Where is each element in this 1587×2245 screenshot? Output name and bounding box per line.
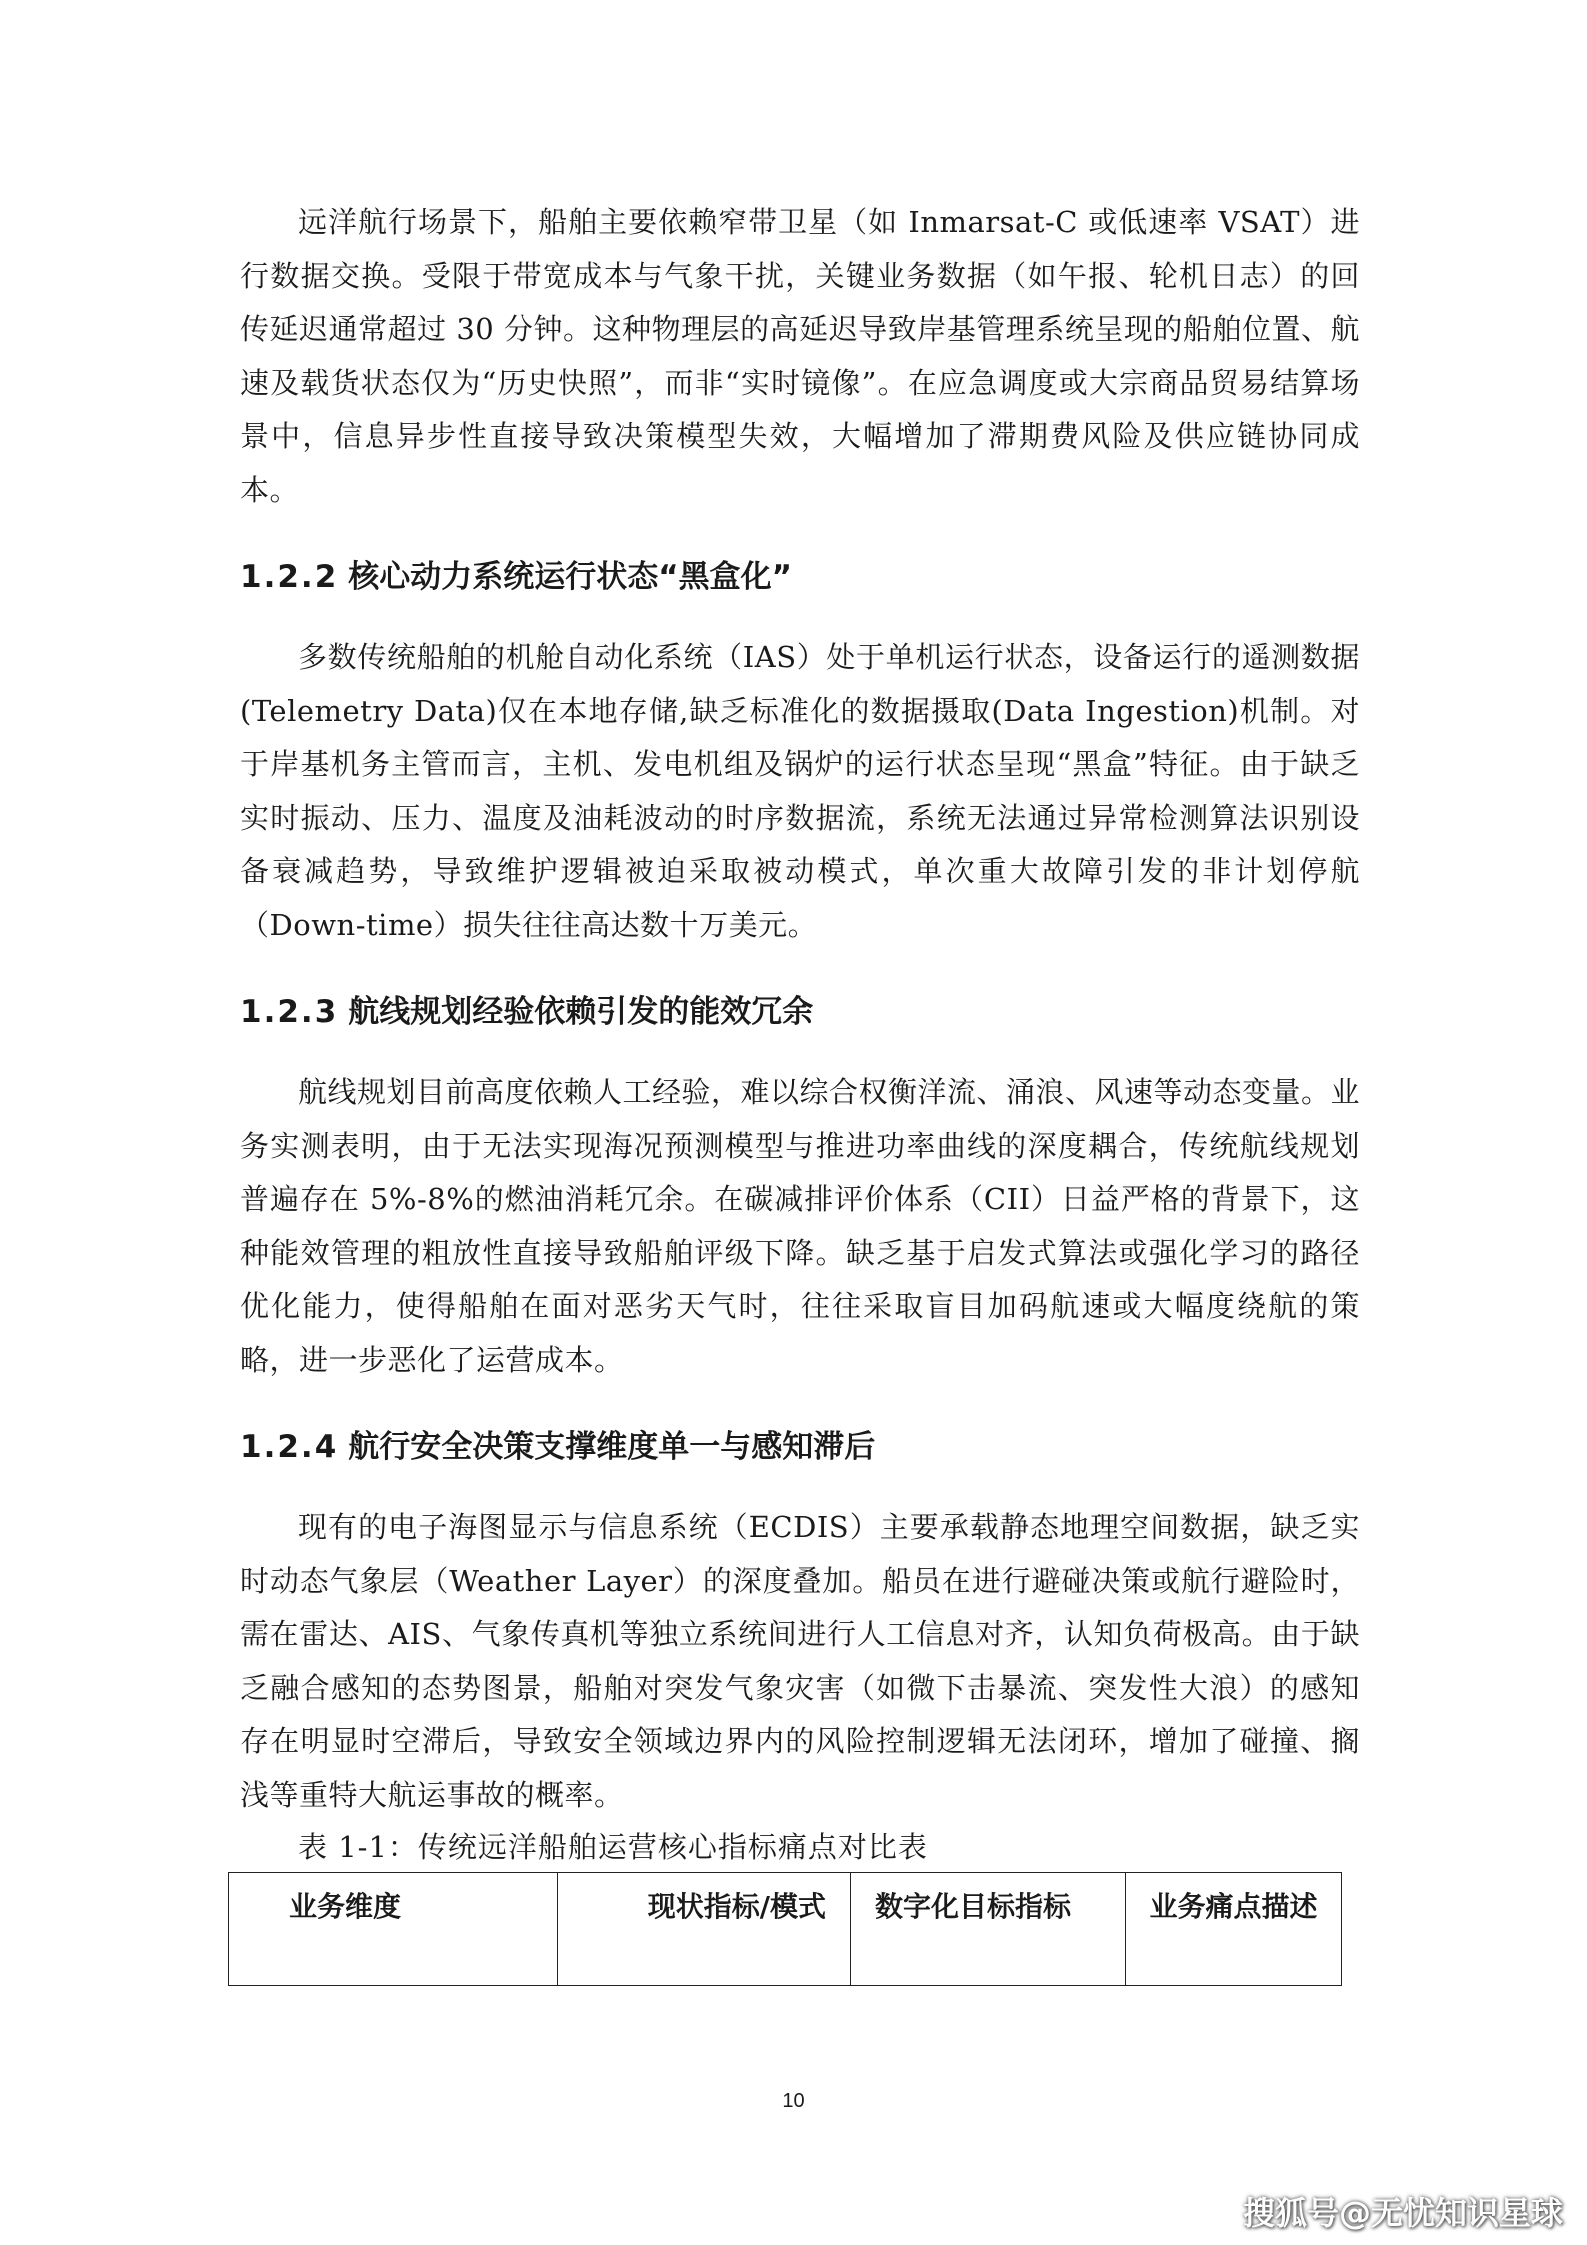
section-number: 1.2.3 <box>240 994 339 1030</box>
watermark: 搜狐号@无忧知识星球 <box>1242 2194 1563 2232</box>
section-title: 航行安全决策支撑维度单一与感知滞后 <box>348 1429 876 1465</box>
table-header-cell: 业务痛点描述 <box>1126 1873 1342 1986</box>
section-heading-1-2-2 <box>240 557 1360 597</box>
table-header-row <box>229 1873 1342 1986</box>
section-title: 航线规划经验依赖引发的能效冗余 <box>348 994 814 1030</box>
table-header-cell: 数字化目标指标 <box>851 1873 1126 1986</box>
page-content <box>240 196 1360 1986</box>
table-header-cell: 业务维度 <box>229 1873 558 1986</box>
section-number: 1.2.4 <box>240 1429 339 1465</box>
paragraph-navigation-safety: 现有的电子海图显示与信息系统（ECDIS）主要承载静态地理空间数据，缺乏实时动态气象层（Weather Layer）的深度叠加。船员在进行避碰决策或航行避险时，需在雷达、AIS、气象传真机等独立系统间进行人工信息对齐，认知负荷极高。由于缺乏融合感知的态势图景，船舶对突发气象灾害（如微下击暴流、突发性大浪）的感知存在明显时空滞后，导致安全领域边界内的风险控制逻辑无法闭环，增加了碰撞、搁浅等重特大航运事故的概率。 <box>240 1510 1360 1812</box>
page-number: 10 <box>782 2090 805 2112</box>
section-number: 1.2.2 <box>240 559 339 595</box>
section-title: 核心动力系统运行状态“黑盒化” <box>348 559 793 595</box>
table-caption: 表 1-1：传统远洋船舶运营核心指标痛点对比表 <box>298 1830 928 1864</box>
paragraph-route-planning: 航线规划目前高度依赖人工经验，难以综合权衡洋流、涌浪、风速等动态变量。业务实测表明，由于无法实现海况预测模型与推进功率曲线的深度耦合，传统航线规划普遍存在 5%-8%的燃油消耗冗余。在碳减排评价体系（CII）日益严格的背景下，这种能效管理的粗放性直接导致船舶评级下降。缺乏基于启发式算法或强化学习的路径优化能力，使得船舶在面对恶劣天气时，往往采取盲目加码航速或大幅度绕航的策略，进一步恶化了运营成本。 <box>240 1075 1361 1377</box>
paragraph-satellite-latency: 远洋航行场景下，船舶主要依赖窄带卫星（如 Inmarsat-C 或低速率 VSAT）进行数据交换。受限于带宽成本与气象干扰，关键业务数据（如午报、轮机日志）的回传延迟通常超过 30 分钟。这种物理层的高延迟导致岸基管理系统呈现的船舶位置、航速及载货状态仅为“历史快照”，而非“实时镜像”。在应急调度或大宗商品贸易结算场景中，信息异步性直接导致决策模型失效，大幅增加了滞期费风险及供应链协同成本。 <box>240 205 1360 507</box>
section-heading-1-2-4 <box>240 1427 1360 1467</box>
section-heading-1-2-3 <box>240 992 1360 1032</box>
comparison-table <box>228 1872 1342 1986</box>
table-header-cell: 现状指标/模式 <box>558 1873 851 1986</box>
paragraph-engine-blackbox: 多数传统船舶的机舱自动化系统（IAS）处于单机运行状态，设备运行的遥测数据(Telemetry Data)仅在本地存储,缺乏标准化的数据摄取(Data Ingestion)机制。对于岸基机务主管而言，主机、发电机组及锅炉的运行状态呈现“黑盒”特征。由于缺乏实时振动、压力、温度及油耗波动的时序数据流，系统无法通过异常检测算法识别设备衰减趋势，导致维护逻辑被迫采取被动模式，单次重大故障引发的非计划停航（Down-time）损失往往高达数十万美元。 <box>240 640 1360 942</box>
